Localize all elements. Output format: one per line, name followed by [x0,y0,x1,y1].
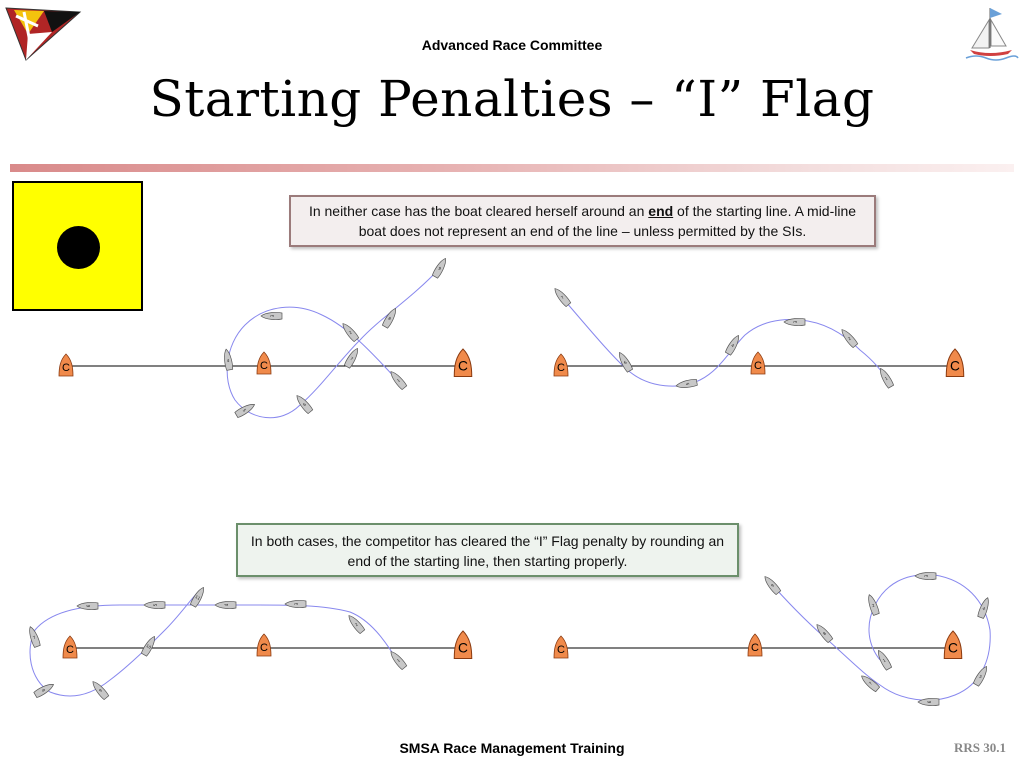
boat [977,596,991,618]
boat-number: 6 [927,700,932,704]
boat-number: 8 [821,630,827,637]
boat [762,574,781,595]
mark-label: C [260,642,268,654]
boat [34,681,56,698]
boat-number: 1 [883,375,889,382]
boat-number: 6 [301,401,307,408]
boat [388,369,407,390]
boat [432,257,449,279]
boat [388,649,407,670]
boat [973,665,990,687]
mark-top-right-pin [554,354,568,376]
mark-bottom-right-pin [554,636,568,658]
boat [346,613,365,634]
boat-number: 2 [347,329,353,336]
mark-label: C [458,640,468,656]
boat-number: 1 [395,657,401,664]
footer-center: SMSA Race Management Training [399,740,625,756]
boat-number: 9 [769,582,775,589]
boat-number: 4 [224,603,229,607]
boat-number: 6 [86,604,91,608]
boat-number: 2 [871,602,876,609]
boat-number: 3 [294,602,299,606]
header-label: Advanced Race Committee [421,37,603,53]
mark-top-left-committee [454,349,472,377]
callout-top-text-after: of the starting line. A mid-line boat does not represent an end of the line – unless permitted by the SIs. [358,203,857,239]
mark-label: C [260,360,268,372]
boat [725,334,742,356]
callout-top-emphasis: end [648,203,674,219]
boat [144,601,165,608]
boat [839,327,858,348]
boat-number: 3 [270,314,275,318]
mark-bottom-right-mid [748,634,762,656]
mark-label: C [754,360,762,372]
boat [676,379,698,390]
boat [261,312,282,319]
boat-number: 11 [194,593,202,601]
boat [141,635,158,657]
boat-number: 4 [226,357,230,364]
mark-top-left-mid [257,352,271,374]
boat [340,321,359,342]
boat [552,286,571,307]
mark-top-right-committee [946,349,964,377]
course-path-top-left [227,265,443,418]
boat-number: 5 [978,673,984,680]
boat-number: 9 [97,687,103,694]
mark-label: C [751,642,759,654]
mark-bottom-left-pin [63,636,77,658]
mark-label: C [950,358,960,374]
page-title: Starting Penalties – “I” Flag [149,70,875,128]
boat-number: 7 [32,634,37,641]
mark-label: C [66,644,74,656]
mark-bottom-left-committee [454,631,472,659]
boat-number: 7 [349,355,355,362]
mark-bottom-left-mid [257,634,271,656]
boat [866,593,880,615]
boat-number: 4 [730,342,736,349]
boat-number: 4 [981,605,986,612]
boat-number: 5 [684,382,691,386]
boat-number: 3 [793,320,798,324]
boat [915,572,936,579]
boat-number: 6 [622,359,628,366]
boat [285,600,306,607]
mark-top-left-pin [59,354,73,376]
boat-number: 2 [846,335,852,342]
mark-label: C [948,640,958,656]
callout-top-text-before: In neither case has the boat cleared herself around an [308,203,649,219]
boat-number: 1 [881,657,887,664]
boat-number: 2 [353,621,359,628]
boat-number: 9 [437,265,443,272]
course-path-top-right [560,295,890,386]
boat-number: 10 [145,642,153,650]
boat [294,393,313,414]
mark-label: C [557,362,565,374]
mark-label: C [62,362,70,374]
boat-number: 1 [395,377,401,384]
boat [814,622,833,643]
boat [215,601,236,608]
boat [223,349,234,371]
mark-label: C [458,358,468,374]
boat [875,649,892,671]
boat-number: 5 [241,407,248,413]
boat [190,586,207,608]
boat-number: 7 [559,294,565,301]
mark-top-right-mid [751,352,765,374]
callout-bottom-text: In both cases, the competitor has cleared the “I” Flag penalty by rounding an end of the starting line, then starting properly. [250,533,725,569]
footer-right: RRS 30.1 [953,740,1006,755]
boat-number: 8 [387,315,393,322]
boat [344,347,361,369]
boat-number: 5 [153,603,158,607]
boat-number: 8 [40,687,47,693]
mark-label: C [557,644,565,656]
boat-number: 3 [924,574,929,578]
boat-number: 7 [867,680,874,686]
mark-bottom-right-committee [944,631,962,659]
boat [27,625,41,647]
